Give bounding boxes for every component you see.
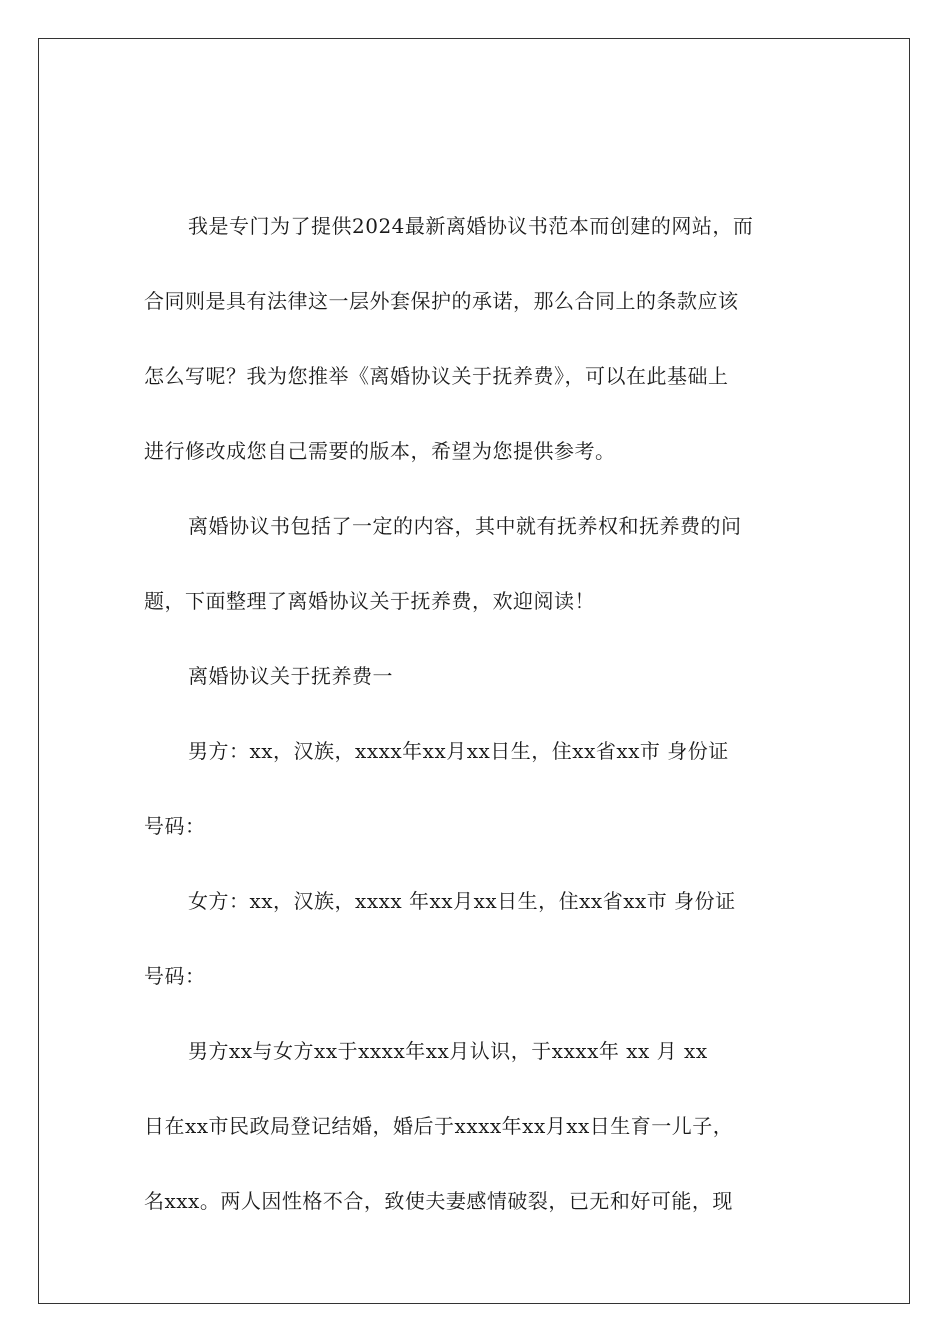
text-line: 日在xx市民政局登记结婚，婚后于xxxx年xx月xx日生育一儿子， <box>144 1114 734 1138</box>
text-line: 号码： <box>144 964 206 988</box>
text-line: 号码： <box>144 814 206 838</box>
text-line: 题，下面整理了离婚协议关于抚养费，欢迎阅读！ <box>144 589 595 613</box>
text-line: 男方：xx，汉族，xxxx年xx月xx日生，住xx省xx市 身份证 <box>188 739 729 763</box>
document-body <box>144 204 809 1254</box>
text-line: 进行修改成您自己需要的版本，希望为您提供参考。 <box>144 439 616 463</box>
section-heading: 离婚协议关于抚养费一 <box>188 664 393 688</box>
text-line: 女方：xx，汉族，xxxx 年xx月xx日生，住xx省xx市 身份证 <box>188 889 736 913</box>
text-line: 我是专门为了提供2024最新离婚协议书范本而创建的网站，而 <box>188 214 754 238</box>
text-line: 怎么写呢？我为您推举《离婚协议关于抚养费》，可以在此基础上 <box>144 364 729 388</box>
text-line: 男方xx与女方xx于xxxx年xx月认识，于xxxx年 xx 月 xx <box>188 1039 708 1063</box>
text-line: 名xxx。两人因性格不合，致使夫妻感情破裂，已无和好可能，现 <box>144 1189 733 1213</box>
text-line: 合同则是具有法律这一层外套保护的承诺，那么合同上的条款应该 <box>144 289 739 313</box>
text-line: 离婚协议书包括了一定的内容，其中就有抚养权和抚养费的问 <box>188 514 742 538</box>
